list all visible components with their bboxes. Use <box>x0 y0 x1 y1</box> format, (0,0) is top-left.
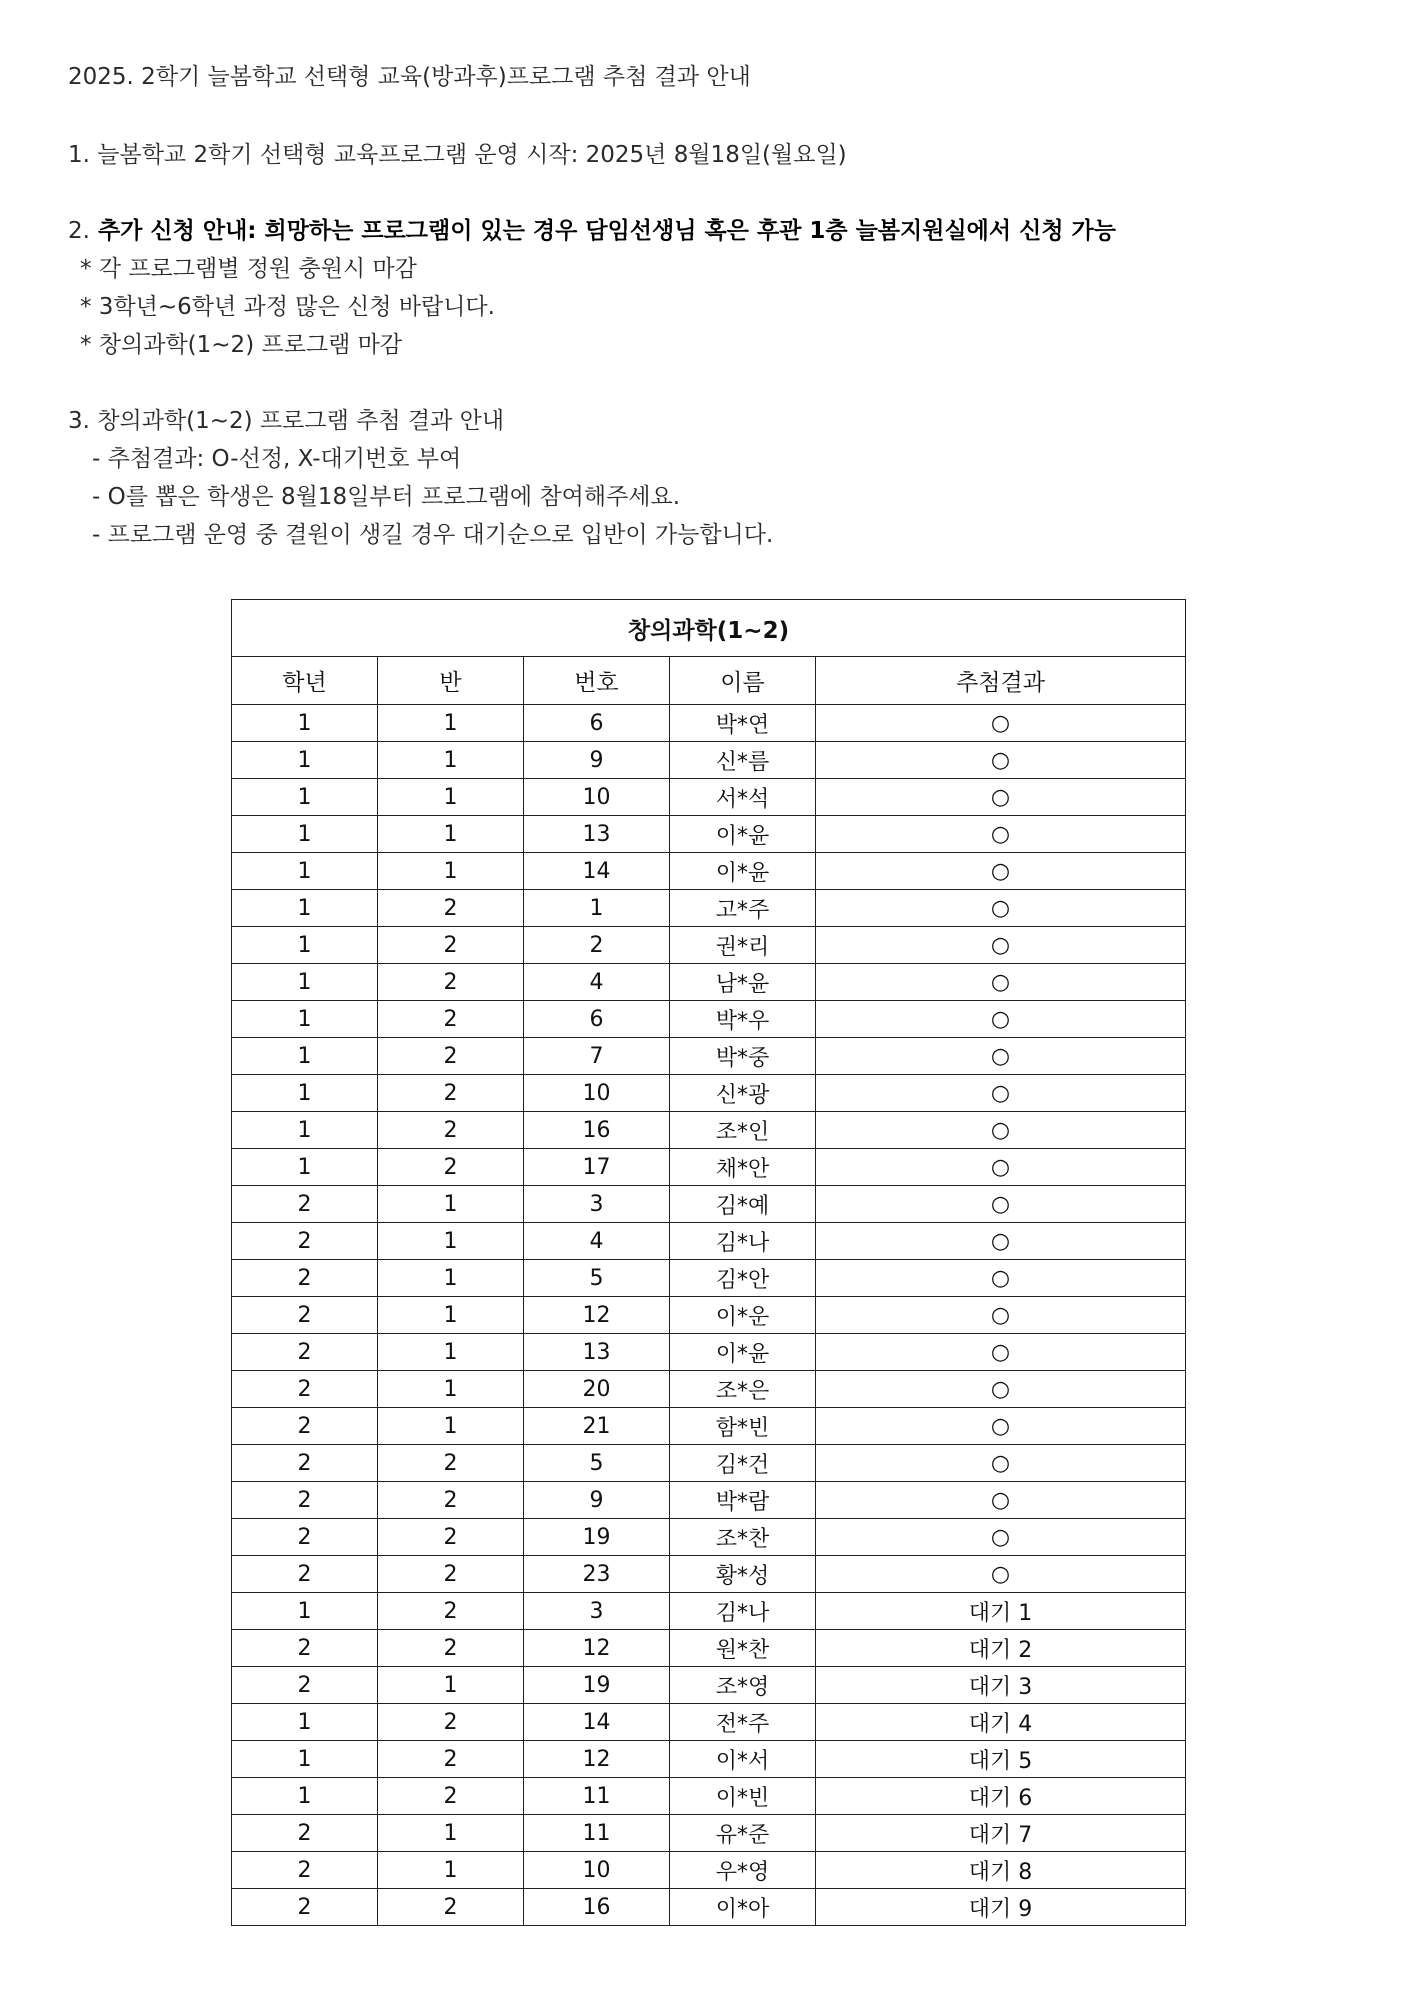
table-row <box>232 1297 1186 1334</box>
cell-name: 이*윤 <box>670 816 816 853</box>
cell-result: ○ <box>816 1186 1186 1223</box>
cell-grade: 2 <box>232 1519 378 1556</box>
cell-class: 1 <box>378 1186 524 1223</box>
cell-class: 1 <box>378 1260 524 1297</box>
cell-result: ○ <box>816 964 1186 1001</box>
item-2-note: * 창의과학(1~2) 프로그램 마감 <box>80 332 403 358</box>
cell-name: 이*아 <box>670 1889 816 1926</box>
cell-grade: 2 <box>232 1186 378 1223</box>
cell-name: 신*름 <box>670 742 816 779</box>
table-row <box>232 1889 1186 1926</box>
cell-number: 4 <box>524 964 670 1001</box>
cell-name: 박*우 <box>670 1001 816 1038</box>
document-title: 2025. 2학기 늘봄학교 선택형 교육(방과후)프로그램 추첨 결과 안내 <box>68 64 751 90</box>
cell-number: 23 <box>524 1556 670 1593</box>
cell-class: 1 <box>378 1223 524 1260</box>
header-number: 번호 <box>524 657 670 705</box>
cell-name: 서*석 <box>670 779 816 816</box>
cell-name: 조*찬 <box>670 1519 816 1556</box>
lottery-result-table-wrap <box>231 599 1185 1926</box>
cell-grade: 1 <box>232 1704 378 1741</box>
cell-name: 박*중 <box>670 1038 816 1075</box>
table-row <box>232 1630 1186 1667</box>
table-row <box>232 1112 1186 1149</box>
cell-grade: 2 <box>232 1630 378 1667</box>
table-row <box>232 1260 1186 1297</box>
cell-result: ○ <box>816 890 1186 927</box>
cell-name: 박*연 <box>670 705 816 742</box>
cell-result: ○ <box>816 816 1186 853</box>
cell-class: 2 <box>378 1556 524 1593</box>
cell-name: 김*나 <box>670 1593 816 1630</box>
cell-class: 2 <box>378 1075 524 1112</box>
cell-number: 9 <box>524 742 670 779</box>
cell-class: 2 <box>378 1519 524 1556</box>
cell-grade: 2 <box>232 1223 378 1260</box>
cell-result: ○ <box>816 1001 1186 1038</box>
item-2-note: * 각 프로그램별 정원 충원시 마감 <box>80 256 417 282</box>
cell-grade: 1 <box>232 1112 378 1149</box>
table-row <box>232 1445 1186 1482</box>
cell-class: 2 <box>378 1630 524 1667</box>
item-1-start-date: 1. 늘봄학교 2학기 선택형 교육프로그램 운영 시작: 2025년 8월18일(월요일) <box>68 142 847 168</box>
cell-grade: 1 <box>232 853 378 890</box>
cell-result: 대기 8 <box>816 1852 1186 1889</box>
item-2-text: 추가 신청 안내: 희망하는 프로그램이 있는 경우 담임선생님 혹은 후관 1층 늘봄지원실에서 신청 가능 <box>97 218 1116 244</box>
cell-class: 1 <box>378 1852 524 1889</box>
cell-number: 12 <box>524 1297 670 1334</box>
table-row <box>232 964 1186 1001</box>
cell-result: ○ <box>816 1408 1186 1445</box>
cell-name: 함*빈 <box>670 1408 816 1445</box>
table-row <box>232 705 1186 742</box>
cell-number: 19 <box>524 1667 670 1704</box>
cell-name: 채*안 <box>670 1149 816 1186</box>
cell-number: 3 <box>524 1593 670 1630</box>
cell-class: 1 <box>378 705 524 742</box>
cell-grade: 1 <box>232 1075 378 1112</box>
table-title: 창의과학(1~2) <box>232 600 1186 657</box>
cell-grade: 1 <box>232 705 378 742</box>
cell-class: 2 <box>378 1149 524 1186</box>
cell-class: 1 <box>378 1334 524 1371</box>
cell-result: ○ <box>816 1260 1186 1297</box>
cell-class: 2 <box>378 1112 524 1149</box>
cell-grade: 1 <box>232 1778 378 1815</box>
cell-name: 박*람 <box>670 1482 816 1519</box>
cell-grade: 2 <box>232 1445 378 1482</box>
header-grade: 학년 <box>232 657 378 705</box>
cell-result: ○ <box>816 1371 1186 1408</box>
cell-class: 2 <box>378 1778 524 1815</box>
cell-grade: 1 <box>232 964 378 1001</box>
cell-name: 전*주 <box>670 1704 816 1741</box>
table-row <box>232 1741 1186 1778</box>
cell-result: 대기 9 <box>816 1889 1186 1926</box>
table-row <box>232 1149 1186 1186</box>
cell-result: ○ <box>816 705 1186 742</box>
cell-class: 2 <box>378 1593 524 1630</box>
cell-class: 1 <box>378 1297 524 1334</box>
cell-number: 20 <box>524 1371 670 1408</box>
cell-name: 김*예 <box>670 1186 816 1223</box>
cell-class: 2 <box>378 1038 524 1075</box>
cell-result: 대기 7 <box>816 1815 1186 1852</box>
cell-name: 유*준 <box>670 1815 816 1852</box>
cell-result: ○ <box>816 927 1186 964</box>
table-row <box>232 890 1186 927</box>
cell-result: 대기 2 <box>816 1630 1186 1667</box>
cell-number: 13 <box>524 816 670 853</box>
table-row <box>232 853 1186 890</box>
cell-result: ○ <box>816 1075 1186 1112</box>
table-body <box>232 705 1186 1926</box>
table-row <box>232 1667 1186 1704</box>
cell-result: 대기 6 <box>816 1778 1186 1815</box>
header-result: 추첨결과 <box>816 657 1186 705</box>
cell-name: 이*운 <box>670 1297 816 1334</box>
cell-result: ○ <box>816 1334 1186 1371</box>
cell-class: 2 <box>378 1445 524 1482</box>
cell-grade: 1 <box>232 927 378 964</box>
cell-class: 2 <box>378 927 524 964</box>
item-3-note: - O를 뽑은 학생은 8월18일부터 프로그램에 참여해주세요. <box>92 484 681 510</box>
cell-number: 1 <box>524 890 670 927</box>
cell-number: 2 <box>524 927 670 964</box>
cell-grade: 1 <box>232 890 378 927</box>
table-row <box>232 1038 1186 1075</box>
cell-result: ○ <box>816 1038 1186 1075</box>
cell-number: 16 <box>524 1112 670 1149</box>
cell-grade: 1 <box>232 779 378 816</box>
cell-grade: 1 <box>232 742 378 779</box>
cell-grade: 2 <box>232 1815 378 1852</box>
cell-number: 4 <box>524 1223 670 1260</box>
cell-name: 원*찬 <box>670 1630 816 1667</box>
cell-number: 19 <box>524 1519 670 1556</box>
cell-grade: 1 <box>232 1593 378 1630</box>
cell-class: 1 <box>378 1667 524 1704</box>
cell-name: 이*빈 <box>670 1778 816 1815</box>
cell-grade: 2 <box>232 1334 378 1371</box>
cell-number: 14 <box>524 853 670 890</box>
cell-result: ○ <box>816 853 1186 890</box>
cell-class: 1 <box>378 1815 524 1852</box>
cell-number: 7 <box>524 1038 670 1075</box>
table-row <box>232 1556 1186 1593</box>
item-2-additional-application <box>68 216 1116 246</box>
cell-number: 12 <box>524 1741 670 1778</box>
cell-grade: 2 <box>232 1260 378 1297</box>
table-row <box>232 1704 1186 1741</box>
cell-number: 6 <box>524 1001 670 1038</box>
table-row <box>232 816 1186 853</box>
cell-class: 1 <box>378 742 524 779</box>
cell-number: 3 <box>524 1186 670 1223</box>
cell-name: 신*광 <box>670 1075 816 1112</box>
cell-number: 11 <box>524 1815 670 1852</box>
table-row <box>232 1593 1186 1630</box>
table-row <box>232 1001 1186 1038</box>
table-row <box>232 1408 1186 1445</box>
table-row <box>232 1852 1186 1889</box>
header-class: 반 <box>378 657 524 705</box>
cell-number: 14 <box>524 1704 670 1741</box>
cell-name: 권*리 <box>670 927 816 964</box>
cell-result: 대기 4 <box>816 1704 1186 1741</box>
cell-number: 10 <box>524 1075 670 1112</box>
cell-name: 조*인 <box>670 1112 816 1149</box>
cell-class: 2 <box>378 1482 524 1519</box>
cell-name: 고*주 <box>670 890 816 927</box>
cell-result: ○ <box>816 1149 1186 1186</box>
cell-number: 12 <box>524 1630 670 1667</box>
cell-name: 이*윤 <box>670 1334 816 1371</box>
cell-result: 대기 5 <box>816 1741 1186 1778</box>
table-row <box>232 742 1186 779</box>
cell-result: ○ <box>816 1556 1186 1593</box>
cell-name: 남*윤 <box>670 964 816 1001</box>
cell-name: 김*건 <box>670 1445 816 1482</box>
table-row <box>232 1519 1186 1556</box>
table-row <box>232 1482 1186 1519</box>
cell-grade: 2 <box>232 1852 378 1889</box>
cell-grade: 2 <box>232 1889 378 1926</box>
cell-grade: 2 <box>232 1556 378 1593</box>
item-2-note: * 3학년~6학년 과정 많은 신청 바랍니다. <box>80 294 495 320</box>
cell-grade: 2 <box>232 1482 378 1519</box>
cell-number: 5 <box>524 1260 670 1297</box>
item-2-number: 2. <box>68 218 90 244</box>
cell-result: ○ <box>816 779 1186 816</box>
table-row <box>232 1778 1186 1815</box>
cell-name: 조*영 <box>670 1667 816 1704</box>
cell-grade: 1 <box>232 1038 378 1075</box>
cell-result: ○ <box>816 1223 1186 1260</box>
cell-result: ○ <box>816 1112 1186 1149</box>
cell-number: 13 <box>524 1334 670 1371</box>
cell-class: 2 <box>378 1001 524 1038</box>
cell-result: 대기 3 <box>816 1667 1186 1704</box>
cell-grade: 1 <box>232 1001 378 1038</box>
cell-result: ○ <box>816 1297 1186 1334</box>
cell-number: 11 <box>524 1778 670 1815</box>
cell-number: 16 <box>524 1889 670 1926</box>
cell-grade: 2 <box>232 1667 378 1704</box>
cell-grade: 2 <box>232 1297 378 1334</box>
cell-grade: 1 <box>232 1149 378 1186</box>
cell-name: 이*윤 <box>670 853 816 890</box>
cell-name: 이*서 <box>670 1741 816 1778</box>
cell-number: 9 <box>524 1482 670 1519</box>
cell-class: 2 <box>378 1889 524 1926</box>
lottery-result-table <box>231 599 1186 1926</box>
cell-name: 우*영 <box>670 1852 816 1889</box>
cell-class: 1 <box>378 779 524 816</box>
cell-result: ○ <box>816 1445 1186 1482</box>
cell-number: 10 <box>524 1852 670 1889</box>
table-row <box>232 1223 1186 1260</box>
cell-class: 1 <box>378 853 524 890</box>
table-row <box>232 927 1186 964</box>
cell-name: 황*성 <box>670 1556 816 1593</box>
table-row <box>232 1186 1186 1223</box>
cell-number: 21 <box>524 1408 670 1445</box>
cell-number: 6 <box>524 705 670 742</box>
cell-class: 1 <box>378 1371 524 1408</box>
cell-grade: 2 <box>232 1408 378 1445</box>
table-row <box>232 779 1186 816</box>
cell-class: 1 <box>378 816 524 853</box>
cell-result: 대기 1 <box>816 1593 1186 1630</box>
cell-class: 1 <box>378 1408 524 1445</box>
cell-result: ○ <box>816 1519 1186 1556</box>
cell-class: 2 <box>378 1741 524 1778</box>
cell-result: ○ <box>816 742 1186 779</box>
item-3-note: - 추첨결과: O-선정, X-대기번호 부여 <box>92 446 462 472</box>
table-row <box>232 1334 1186 1371</box>
table-row <box>232 1815 1186 1852</box>
cell-result: ○ <box>816 1482 1186 1519</box>
cell-class: 2 <box>378 964 524 1001</box>
header-name: 이름 <box>670 657 816 705</box>
cell-number: 10 <box>524 779 670 816</box>
cell-name: 김*나 <box>670 1223 816 1260</box>
item-3-result-heading: 3. 창의과학(1~2) 프로그램 추첨 결과 안내 <box>68 408 505 434</box>
table-row <box>232 1371 1186 1408</box>
cell-number: 17 <box>524 1149 670 1186</box>
table-header-row <box>232 657 1186 705</box>
cell-grade: 2 <box>232 1371 378 1408</box>
table-row <box>232 1075 1186 1112</box>
cell-grade: 1 <box>232 1741 378 1778</box>
cell-name: 조*은 <box>670 1371 816 1408</box>
cell-number: 5 <box>524 1445 670 1482</box>
cell-class: 2 <box>378 1704 524 1741</box>
cell-name: 김*안 <box>670 1260 816 1297</box>
cell-grade: 1 <box>232 816 378 853</box>
item-3-note: - 프로그램 운영 중 결원이 생길 경우 대기순으로 입반이 가능합니다. <box>92 522 774 548</box>
cell-class: 2 <box>378 890 524 927</box>
